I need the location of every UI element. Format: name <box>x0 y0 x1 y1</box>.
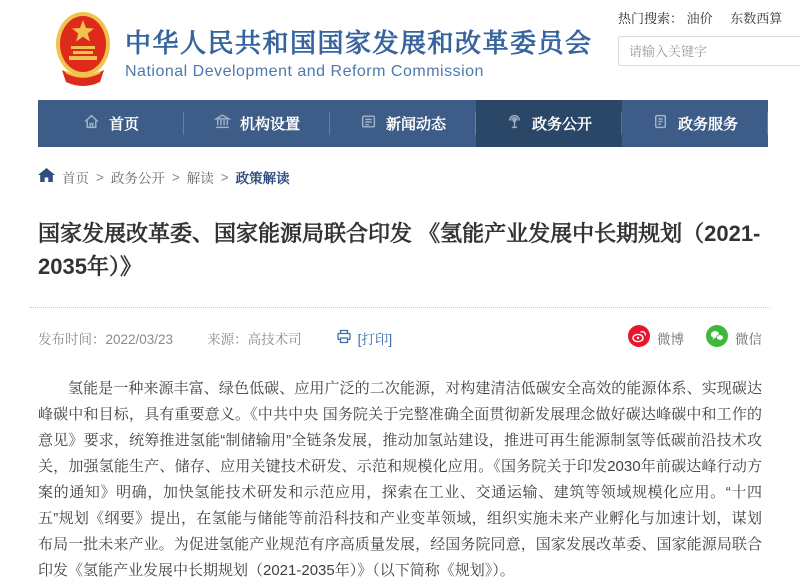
nav-item-institutions[interactable] <box>184 100 330 147</box>
nav-item-label: 新闻动态 <box>385 116 446 133</box>
article-title: 国家发展改革委、国家能源局联合印发 《氢能产业发展中长期规划（2021-2035年）》 <box>38 221 761 279</box>
main-nav <box>38 100 768 147</box>
nav-item-news[interactable] <box>330 100 476 147</box>
share-bar <box>628 325 762 350</box>
national-emblem-icon <box>54 10 112 93</box>
breadcrumb-separator: > <box>220 169 229 185</box>
breadcrumb-home[interactable]: 首页 <box>62 171 89 186</box>
home-icon <box>83 113 100 134</box>
home-icon[interactable] <box>38 168 55 186</box>
printer-icon <box>336 329 352 347</box>
nav-item-label: 政务公开 <box>531 116 592 133</box>
site-title-group <box>125 23 593 81</box>
nav-item-label: 首页 <box>108 116 139 133</box>
nav-item-gov-services[interactable] <box>622 100 768 147</box>
share-wechat-button[interactable] <box>706 325 762 350</box>
article-source: 来源：高技术司 <box>207 331 302 347</box>
dotted-divider <box>30 307 770 308</box>
article-meta-bar <box>38 325 762 350</box>
search-box <box>618 36 800 66</box>
nav-item-home[interactable] <box>38 100 184 147</box>
nav-item-label: 政务服务 <box>677 116 738 133</box>
article-body-paragraph: 氢能是一种来源丰富、绿色低碳、应用广泛的二次能源，对构建清洁低碳安全高效的能源体系、实现碳达峰碳中和目标，具有重要意义。《中共中央 国务院关于完整准确全面贯彻新发展理念做好碳达峰碳中和工作的意见》要求，统筹推进氢能“制储输用”全链条发展，推动加氢站建设，推进可再生能源制氢等低碳前沿技术攻关，加强氢能生产、储存、应用关键技术研发、示范和规模化应用。《国务院关于印发2030年前碳达峰行动方案的通知》明确，加快氢能技术研发和示范应用，探索在工业、交通运输、建筑等领域规模化应用。“十四五”规划《纲要》提出，在氢能与储能等前沿科技和产业变革领域，组织实施未来产业孵化与加速计划，谋划布局一批未来产业。为促进氢能产业规范有序高质量发展，经国务院同意，国家发展改革委、国家能源局联合印发《氢能产业发展中长期规划（2021-2035年）》（以下简称《规划》）。 <box>38 380 762 579</box>
breadcrumb-policy-interpretation: 政策解读 <box>235 171 290 186</box>
print-button[interactable] <box>336 328 393 348</box>
share-wechat-label: 微信 <box>735 331 762 347</box>
site-header <box>0 0 800 100</box>
institution-icon <box>214 113 231 134</box>
breadcrumb-gov-disclosure[interactable]: 政务公开 <box>110 171 165 186</box>
share-weibo-button[interactable] <box>628 325 684 350</box>
breadcrumb-interpretation[interactable]: 解读 <box>186 171 214 186</box>
site-title-english: National Development and Reform Commission <box>125 62 484 80</box>
hot-search-term-oil[interactable]: 油价 <box>686 11 713 26</box>
nav-item-label: 机构设置 <box>239 116 300 133</box>
nav-item-gov-disclosure[interactable] <box>476 100 622 147</box>
site-title-chinese: 中华人民共和国国家发展和改革委员会 <box>125 27 593 58</box>
publish-date: 发布时间：2022/03/23 <box>38 331 174 347</box>
share-weibo-label: 微博 <box>657 331 684 347</box>
breadcrumb-separator: > <box>96 169 104 185</box>
broadcast-icon <box>506 113 523 134</box>
weibo-icon <box>628 325 650 350</box>
search-input[interactable] <box>619 37 800 65</box>
hot-search-label: 热门搜索： <box>618 11 684 26</box>
print-label: [打印] <box>357 331 393 347</box>
breadcrumb <box>38 167 762 187</box>
document-icon <box>652 113 669 134</box>
hot-search-bar <box>618 8 800 27</box>
news-icon <box>360 113 377 134</box>
wechat-icon <box>706 325 728 350</box>
header-search-area <box>618 8 800 66</box>
site-brand <box>54 10 593 93</box>
breadcrumb-separator: > <box>171 169 180 185</box>
hot-search-term-eastdata[interactable]: 东数西算 <box>730 11 783 26</box>
